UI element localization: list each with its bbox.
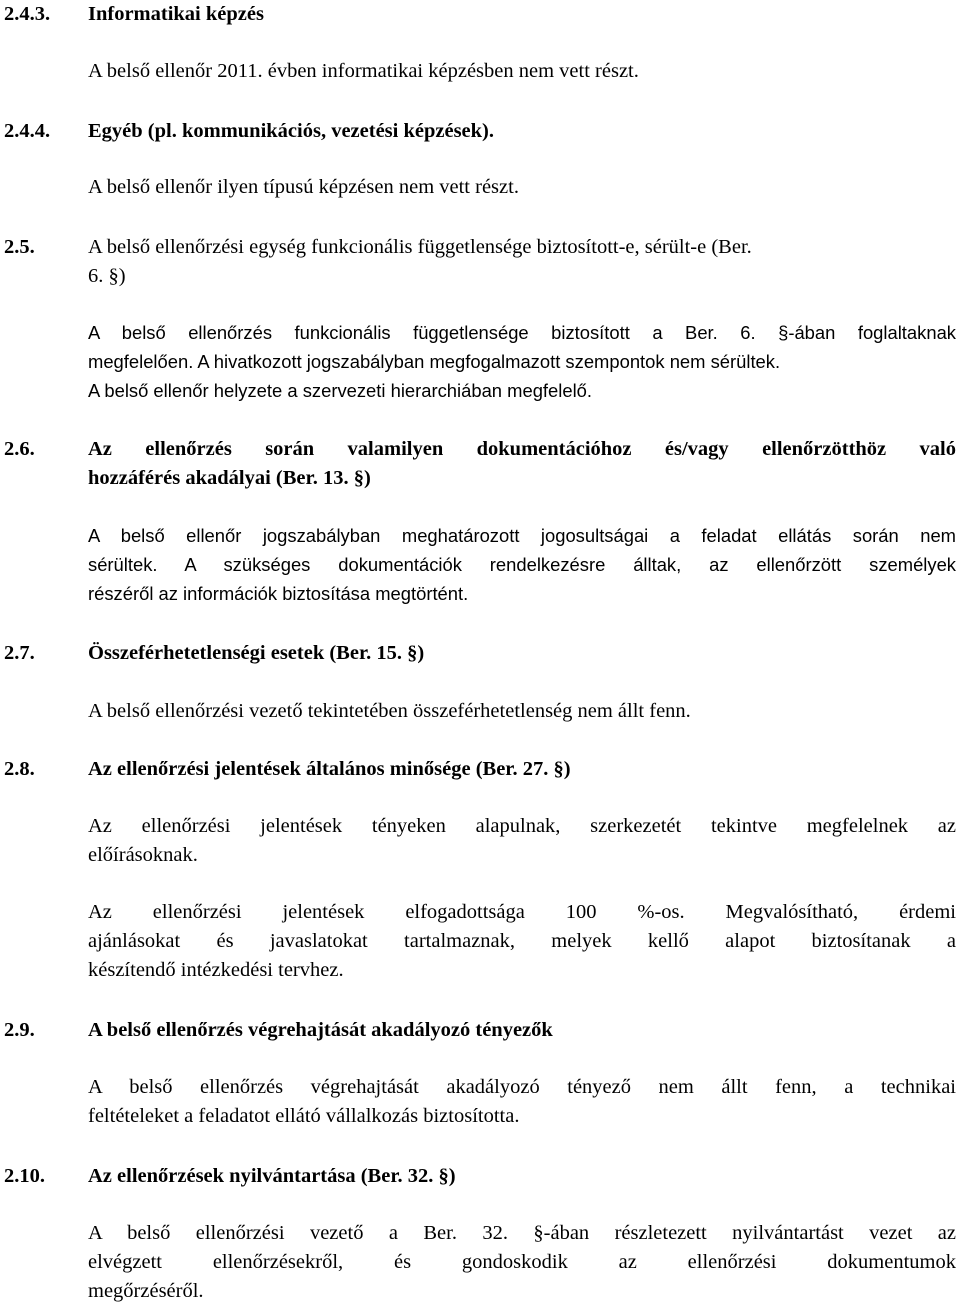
section-title — [88, 435, 956, 493]
title-line: 6. §) — [88, 265, 126, 287]
paragraph-2-8-1 — [88, 812, 956, 870]
section-number: 2.10. — [4, 1165, 45, 1187]
paragraph-line: megőrzéséről. — [88, 1280, 204, 1302]
paragraph-line: A belső ellenőr 2011. évben informatikai képzésben nem vett részt. — [88, 60, 639, 82]
paragraph-line: elvégzett ellenőrzésekről, és gondoskodik az ellenőrzési dokumentumok — [88, 1251, 956, 1273]
paragraph-line: részéről az információk biztosítása megtörtént. — [88, 583, 469, 604]
paragraph-2-4-4 — [88, 173, 956, 202]
paragraph-line: A belső ellenőrzési vezető a Ber. 32. §-ában részletezett nyilvántartást vezet az — [88, 1222, 956, 1244]
paragraph-line: A belső ellenőr ilyen típusú képzésen nem vett részt. — [88, 176, 519, 198]
section-title: Egyéb (pl. kommunikációs, vezetési képzések). — [88, 120, 494, 142]
section-number: 2.7. — [4, 642, 35, 664]
paragraph-2-9 — [88, 1073, 956, 1131]
paragraph-line: előírásoknak. — [88, 844, 198, 866]
title-line: hozzáférés akadályai (Ber. 13. §) — [88, 467, 371, 489]
paragraph-line: A belső ellenőr helyzete a szervezeti hierarchiában megfelelő. — [88, 380, 592, 401]
paragraph-2-6 — [88, 521, 956, 608]
title-line: A belső ellenőrzési egység funkcionális függetlensége biztosított-e, sérült-e (Ber. — [88, 236, 752, 258]
section-title: Informatikai képzés — [88, 3, 264, 25]
paragraph-line: Az ellenőrzési jelentések tényeken alapulnak, szerkezetét tekintve megfelelnek az — [88, 815, 956, 837]
section-number: 2.6. — [4, 438, 35, 460]
section-number: 2.9. — [4, 1019, 35, 1041]
paragraph-2-5 — [88, 318, 956, 405]
paragraph-2-7 — [88, 697, 956, 726]
section-title: Az ellenőrzések nyilvántartása (Ber. 32. §) — [88, 1165, 456, 1187]
section-title: Összeférhetetlenségi esetek (Ber. 15. §) — [88, 642, 425, 664]
paragraph-line: A belső ellenőrzés végrehajtását akadályozó tényező nem állt fenn, a technikai — [88, 1076, 956, 1098]
title-line: Az ellenőrzés során valamilyen dokumentációhoz és/vagy ellenőrzötthöz való — [88, 438, 956, 460]
paragraph-2-4-3 — [88, 57, 956, 86]
paragraph-line: Az ellenőrzési jelentések elfogadottsága 100 %-os. Megvalósítható, érdemi — [88, 901, 956, 923]
paragraph-line: készítendő intézkedési tervhez. — [88, 959, 344, 981]
paragraph-line: sérültek. A szükséges dokumentációk rendelkezésre álltak, az ellenőrzött személyek — [88, 554, 956, 575]
section-number: 2.8. — [4, 758, 35, 780]
paragraph-2-8-2 — [88, 898, 956, 985]
section-title: A belső ellenőrzés végrehajtását akadályozó tényezők — [88, 1019, 553, 1041]
paragraph-line: feltételeket a feladatot ellátó vállalkozás biztosította. — [88, 1105, 520, 1127]
paragraph-line: A belső ellenőrzési vezető tekintetében összeférhetetlenség nem állt fenn. — [88, 700, 691, 722]
section-number: 2.5. — [4, 236, 35, 258]
paragraph-line: A belső ellenőr jogszabályban meghatározott jogosultságai a feladat ellátás során nem — [88, 525, 956, 546]
section-number: 2.4.3. — [4, 3, 51, 25]
section-number: 2.4.4. — [4, 120, 51, 142]
paragraph-line: megfelelően. A hivatkozott jogszabályban megfogalmazott szempontok nem sérültek. — [88, 351, 781, 372]
paragraph-line: A belső ellenőrzés funkcionális függetlensége biztosított a Ber. 6. §-ában foglaltaknak — [88, 322, 956, 343]
paragraph-2-10 — [88, 1219, 956, 1306]
section-title — [88, 233, 956, 291]
paragraph-line: ajánlásokat és javaslatokat tartalmaznak, melyek kellő alapot biztosítanak a — [88, 930, 956, 952]
section-title: Az ellenőrzési jelentések általános minősége (Ber. 27. §) — [88, 758, 571, 780]
